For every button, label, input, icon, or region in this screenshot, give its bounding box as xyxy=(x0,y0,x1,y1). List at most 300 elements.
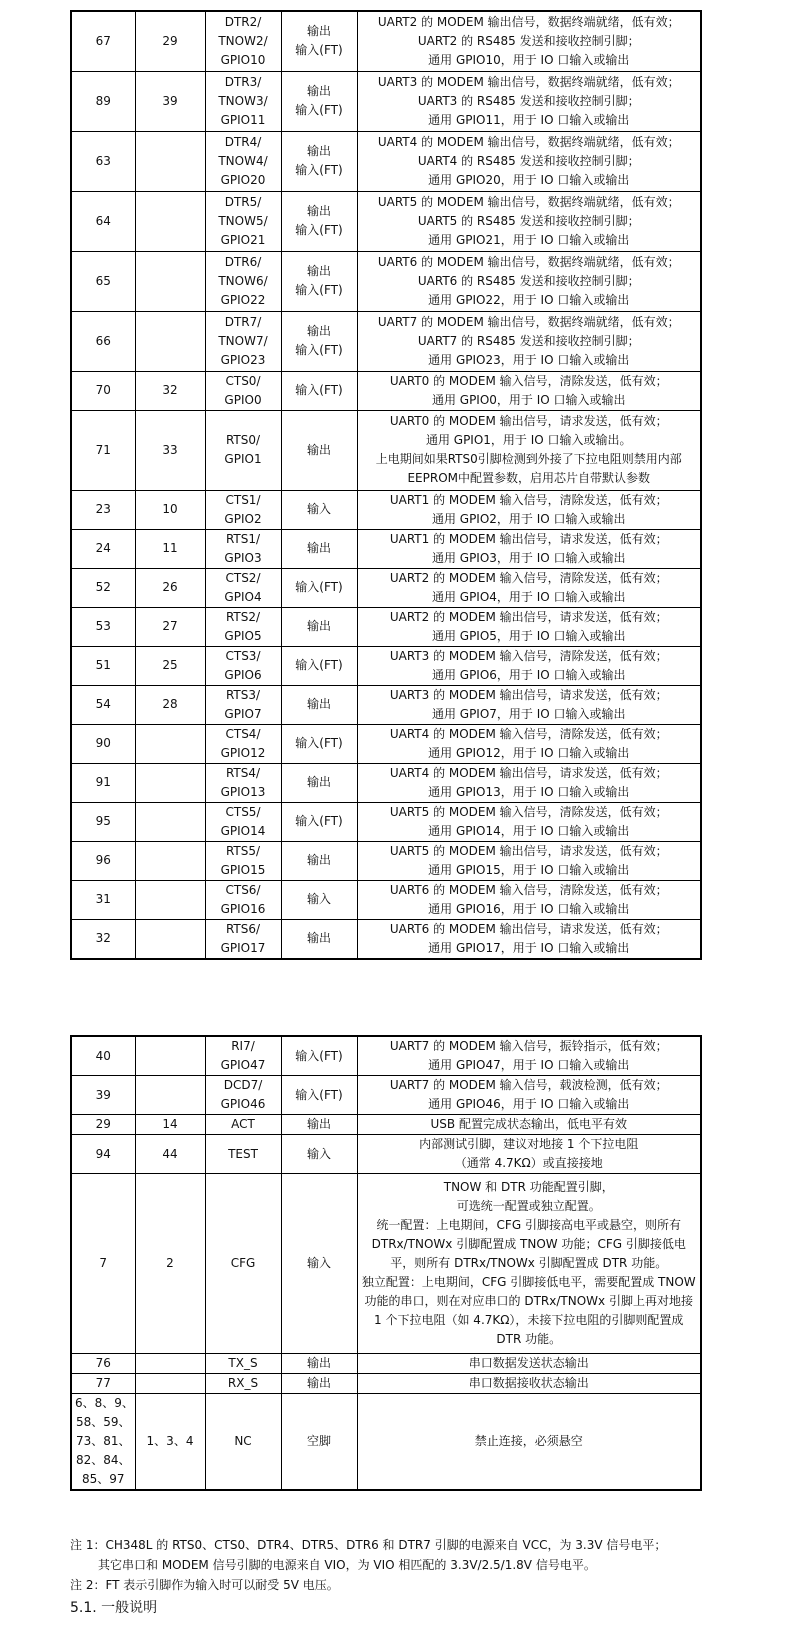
pin-description-line: 通用 GPIO2，用于 IO 口输入或输出 xyxy=(431,511,626,526)
pin-type xyxy=(281,311,357,371)
pin-name xyxy=(205,1036,281,1076)
pin-description-line: 通用 GPIO16，用于 IO 口输入或输出 xyxy=(428,901,630,916)
pin-number-a: 71 xyxy=(71,410,135,490)
pin-number-a-line: 82、84、 xyxy=(75,1453,131,1467)
pin-name xyxy=(205,1135,281,1174)
pin-description xyxy=(357,371,701,410)
pin-type-line: 输出 xyxy=(306,264,331,278)
pin-description-line: UART4 的 MODEM 输出信号，数据终端就绪，低有效； xyxy=(377,134,680,149)
pin-description-line: 通用 GPIO0，用于 IO 口输入或输出 xyxy=(431,392,626,407)
table-row xyxy=(71,311,701,371)
pin-type xyxy=(281,11,357,71)
table-row xyxy=(71,191,701,251)
pin-name xyxy=(205,763,281,802)
table-row xyxy=(71,410,701,490)
pin-name-line: GPIO0 xyxy=(224,392,262,407)
pin-type xyxy=(281,410,357,490)
pin-name xyxy=(205,131,281,191)
pin-number-a-line: 58、59、 xyxy=(75,1415,131,1429)
pin-name-line: GPIO15 xyxy=(220,862,266,877)
table-row xyxy=(71,568,701,607)
pin-description-line: UART4 的 MODEM 输出信号，请求发送，低有效； xyxy=(389,765,668,780)
pin-name xyxy=(205,802,281,841)
pin-description xyxy=(357,1076,701,1115)
pin-description-line: UART7 的 MODEM 输入信号，振铃指示，低有效； xyxy=(389,1039,668,1053)
pin-type xyxy=(281,880,357,919)
pin-description-line: TNOW 和 DTR 功能配置引脚， xyxy=(443,1180,614,1194)
pin-name-line: GPIO14 xyxy=(220,823,266,838)
pin-number-b xyxy=(135,880,205,919)
pin-type-line: 输入 xyxy=(306,892,331,906)
pin-name xyxy=(205,191,281,251)
pin-number-a-line: 85、97 xyxy=(81,1472,125,1486)
pin-name xyxy=(205,685,281,724)
pin-number-b: 28 xyxy=(135,685,205,724)
table-row xyxy=(71,529,701,568)
pin-number-a: 52 xyxy=(71,568,135,607)
pin-description xyxy=(357,191,701,251)
pin-description-line: UART5 的 MODEM 输出信号，数据终端就绪，低有效； xyxy=(377,194,680,209)
pin-number-a: 64 xyxy=(71,191,135,251)
pin-name-line: RI7/ xyxy=(231,1039,255,1053)
pin-description-line: UART6 的 MODEM 输出信号，数据终端就绪，低有效； xyxy=(377,254,680,269)
pin-description-line: 通用 GPIO23，用于 IO 口输入或输出 xyxy=(428,352,630,367)
pin-number-b xyxy=(135,724,205,763)
pin-description xyxy=(357,1174,701,1354)
pin-name-line: GPIO7 xyxy=(224,706,262,721)
pin-name xyxy=(205,880,281,919)
pin-description-line: UART2 的 RS485 发送和接收控制引脚； xyxy=(417,33,640,48)
table-row xyxy=(71,371,701,410)
pin-description-line: UART6 的 RS485 发送和接收控制引脚； xyxy=(417,273,640,288)
pin-number-a-line: 6、8、9、 xyxy=(75,1396,134,1410)
pin-number-a: 63 xyxy=(71,131,135,191)
pin-description-line: 通用 GPIO47，用于 IO 口输入或输出 xyxy=(428,1058,630,1072)
pin-name-line: GPIO12 xyxy=(220,745,266,760)
pin-name-line: CFG xyxy=(230,1256,256,1270)
pin-name-line: GPIO23 xyxy=(220,352,266,367)
pin-name xyxy=(205,568,281,607)
pin-name xyxy=(205,1354,281,1374)
pin-number-b: 1、3、4 xyxy=(135,1394,205,1491)
pin-description xyxy=(357,490,701,529)
note-1-continued: 其它串口和 MODEM 信号引脚的电源来自 VIO，为 VIO 相匹配的 3.3V/2.5/1.8V 信号电平。 xyxy=(98,1558,596,1572)
pin-name-line: RTS3/ xyxy=(225,687,261,702)
pin-type xyxy=(281,568,357,607)
pin-description-line: 统一配置：上电期间，CFG 引脚接高电平或悬空，则所有 DTRx/TNOWx 引脚配置成 TNOW 功能；CFG 引脚接低电平，则所有 DTRx/TNOWx 引脚配置成 DTR 功能。 xyxy=(371,1218,686,1270)
pin-number-a-line: 73、81、 xyxy=(75,1434,131,1448)
pin-name-line: GPIO2 xyxy=(224,511,262,526)
pin-name-line: DTR4/ xyxy=(224,134,262,149)
pin-number-b: 2 xyxy=(135,1174,205,1354)
pin-name-line: ACT xyxy=(231,1117,255,1131)
pin-type-line: 输出 xyxy=(306,84,331,98)
pin-number-b: 32 xyxy=(135,371,205,410)
pin-type-line: 输出 xyxy=(306,24,331,39)
pin-name-line: DCD7/ xyxy=(223,1078,263,1092)
pin-description-line: 通用 GPIO22，用于 IO 口输入或输出 xyxy=(428,292,630,307)
table-row xyxy=(71,1354,701,1374)
pin-description xyxy=(357,919,701,959)
pin-type-line: 输出 xyxy=(306,204,331,218)
pin-description-line: UART3 的 RS485 发送和接收控制引脚； xyxy=(417,93,640,108)
pin-type xyxy=(281,371,357,410)
pin-table-2 xyxy=(70,1035,702,1491)
pin-number-b xyxy=(135,131,205,191)
pin-number-b xyxy=(135,841,205,880)
pin-type-line: 输入(FT) xyxy=(295,103,343,117)
pin-number-b xyxy=(135,1076,205,1115)
pin-type xyxy=(281,71,357,131)
pin-description-line: 通用 GPIO12，用于 IO 口输入或输出 xyxy=(428,745,630,760)
pin-type-line: 输出 xyxy=(306,619,331,633)
pin-description-line: UART4 的 MODEM 输入信号，清除发送，低有效； xyxy=(389,726,668,741)
pin-name-line: GPIO6 xyxy=(224,667,262,682)
pin-type xyxy=(281,529,357,568)
pin-description-line: 通用 GPIO14，用于 IO 口输入或输出 xyxy=(428,823,630,838)
pin-description xyxy=(357,71,701,131)
pin-name xyxy=(205,919,281,959)
pin-type-line: 输出 xyxy=(306,541,331,555)
pin-description xyxy=(357,880,701,919)
pin-type-line: 输出 xyxy=(306,324,331,338)
pin-name-line: RTS1/ xyxy=(225,531,261,546)
pin-name-line: RTS5/ xyxy=(225,843,261,858)
table-row xyxy=(71,251,701,311)
table-row xyxy=(71,763,701,802)
pin-type-line: 输入(FT) xyxy=(295,814,343,828)
pin-description xyxy=(357,685,701,724)
pin-type-line: 输出 xyxy=(306,697,331,711)
pin-number-a: 77 xyxy=(71,1374,135,1394)
pin-number-b: 44 xyxy=(135,1135,205,1174)
pin-name xyxy=(205,1394,281,1491)
table-row xyxy=(71,1394,701,1491)
pin-number-b xyxy=(135,311,205,371)
pin-description xyxy=(357,1115,701,1135)
pin-type xyxy=(281,131,357,191)
pin-type-line: 输入 xyxy=(306,1146,331,1161)
table-row xyxy=(71,1076,701,1115)
pin-name-line: NC xyxy=(234,1434,252,1448)
pin-type xyxy=(281,724,357,763)
table-row xyxy=(71,1036,701,1076)
pin-name-line: GPIO3 xyxy=(224,550,262,565)
pin-description-line: UART5 的 MODEM 输入信号，清除发送，低有效； xyxy=(389,804,668,819)
pin-description-line: UART7 的 RS485 发送和接收控制引脚； xyxy=(417,333,640,348)
pin-name-line: GPIO21 xyxy=(220,232,266,247)
table-notes xyxy=(70,1535,770,1595)
pin-description xyxy=(357,131,701,191)
pin-description-line: UART7 的 MODEM 输出信号，数据终端就绪，低有效； xyxy=(377,314,680,329)
pin-number-b: 26 xyxy=(135,568,205,607)
pin-name-line: TX_S xyxy=(228,1356,258,1370)
pin-type xyxy=(281,1115,357,1135)
pin-description-line: 通用 GPIO3，用于 IO 口输入或输出 xyxy=(431,550,626,565)
table-row xyxy=(71,71,701,131)
pin-type-line: 输入(FT) xyxy=(295,43,343,58)
pin-description-line: 可选统一配置或独立配置。 xyxy=(456,1199,601,1213)
pin-name xyxy=(205,1115,281,1135)
pin-type-line: 输入(FT) xyxy=(295,383,343,397)
pin-name-line: TNOW3/ xyxy=(218,93,268,108)
pin-number-b xyxy=(135,251,205,311)
pin-number-b: 10 xyxy=(135,490,205,529)
pin-description-line: 内部测试引脚，建议对地接 1 个下拉电阻 xyxy=(419,1137,639,1151)
pin-description xyxy=(357,1354,701,1374)
pin-name-line: GPIO20 xyxy=(220,172,266,187)
pin-type-line: 输入(FT) xyxy=(295,163,343,177)
pin-description-line: UART0 的 MODEM 输入信号，清除发送，低有效； xyxy=(389,373,668,388)
table-row xyxy=(71,607,701,646)
pin-number-a: 67 xyxy=(71,11,135,71)
pin-type-line: 输出 xyxy=(306,1117,331,1131)
pin-name-line: GPIO22 xyxy=(220,292,266,307)
pin-description-line: （通常 4.7KΩ）或直接接地 xyxy=(454,1156,603,1170)
pin-name-line: RX_S xyxy=(227,1376,259,1390)
pin-number-b: 14 xyxy=(135,1115,205,1135)
pin-description xyxy=(357,646,701,685)
pin-type xyxy=(281,919,357,959)
pin-number-b xyxy=(135,919,205,959)
pin-description xyxy=(357,1394,701,1491)
pin-description-line: 串口数据发送状态输出 xyxy=(468,1356,589,1370)
pin-description-line: 通用 GPIO10，用于 IO 口输入或输出 xyxy=(428,52,630,67)
pin-type xyxy=(281,191,357,251)
table-row xyxy=(71,11,701,71)
pin-type-line: 输出 xyxy=(306,144,331,158)
pin-type xyxy=(281,1374,357,1394)
table-row xyxy=(71,1115,701,1135)
pin-number-a: 90 xyxy=(71,724,135,763)
pin-description-line: 上电期间如果RTS0引脚检测到外接了下拉电阻则禁用内部EEPROM中配置参数，启用芯片自带默认参数 xyxy=(375,452,682,485)
pin-description xyxy=(357,11,701,71)
pin-number-a: 32 xyxy=(71,919,135,959)
pin-type xyxy=(281,607,357,646)
pin-description-line: 串口数据接收状态输出 xyxy=(468,1376,589,1390)
pin-number-b: 25 xyxy=(135,646,205,685)
table-row xyxy=(71,685,701,724)
pin-type xyxy=(281,1174,357,1354)
pin-name-line: CTS6/ xyxy=(225,882,261,897)
pin-number-a: 7 xyxy=(71,1174,135,1354)
pin-description xyxy=(357,1374,701,1394)
table-row xyxy=(71,841,701,880)
pin-type xyxy=(281,251,357,311)
pin-number-b xyxy=(135,1036,205,1076)
pin-name-line: GPIO17 xyxy=(220,940,266,955)
pin-description xyxy=(357,410,701,490)
pin-name-line: CTS0/ xyxy=(225,373,261,388)
pin-number-b: 11 xyxy=(135,529,205,568)
pin-type xyxy=(281,490,357,529)
pin-type xyxy=(281,1036,357,1076)
pin-description-line: 通用 GPIO6，用于 IO 口输入或输出 xyxy=(431,667,626,682)
note-1: 注 1：CH348L 的 RTS0、CTS0、DTR4、DTR5、DTR6 和 DTR7 引脚的电源来自 VCC，为 3.3V 信号电平； xyxy=(70,1538,667,1552)
pin-description-line: 通用 GPIO4，用于 IO 口输入或输出 xyxy=(431,589,626,604)
pin-type xyxy=(281,1135,357,1174)
pin-description-line: 禁止连接，必须悬空 xyxy=(474,1434,583,1448)
pin-description-line: 通用 GPIO46，用于 IO 口输入或输出 xyxy=(428,1097,630,1111)
pin-type-line: 空脚 xyxy=(306,1434,331,1448)
pin-name xyxy=(205,1374,281,1394)
pin-description-line: 通用 GPIO7，用于 IO 口输入或输出 xyxy=(431,706,626,721)
pin-name-line: GPIO16 xyxy=(220,901,266,916)
pin-description-line: UART3 的 MODEM 输出信号，请求发送，低有效； xyxy=(389,687,668,702)
pin-description-line: UART1 的 MODEM 输出信号，请求发送，低有效； xyxy=(389,531,668,546)
pin-name xyxy=(205,724,281,763)
table-row xyxy=(71,724,701,763)
pin-type xyxy=(281,841,357,880)
pin-name xyxy=(205,841,281,880)
pin-type-line: 输入(FT) xyxy=(295,1048,343,1063)
pin-name xyxy=(205,251,281,311)
pin-name-line: DTR7/ xyxy=(224,314,262,329)
table-row xyxy=(71,802,701,841)
pin-type-line: 输入(FT) xyxy=(295,223,343,237)
pin-name-line: GPIO13 xyxy=(220,784,266,799)
pin-description-line: 通用 GPIO15，用于 IO 口输入或输出 xyxy=(428,862,630,877)
pin-number-a: 89 xyxy=(71,71,135,131)
pin-description-line: UART5 的 RS485 发送和接收控制引脚； xyxy=(417,213,640,228)
pin-number-a: 66 xyxy=(71,311,135,371)
pin-description-line: UART1 的 MODEM 输入信号，清除发送，低有效； xyxy=(389,492,668,507)
pin-number-b xyxy=(135,1374,205,1394)
pin-name-line: TNOW7/ xyxy=(218,333,268,348)
pin-type-line: 输出 xyxy=(306,931,331,945)
pin-number-a: 51 xyxy=(71,646,135,685)
pin-name-line: RTS4/ xyxy=(225,765,261,780)
pin-number-a: 70 xyxy=(71,371,135,410)
pin-description xyxy=(357,311,701,371)
pin-name-line: CTS2/ xyxy=(225,570,261,585)
pin-description-line: 通用 GPIO17，用于 IO 口输入或输出 xyxy=(428,940,630,955)
pin-type-line: 输入(FT) xyxy=(295,580,343,594)
pin-description-line: UART4 的 RS485 发送和接收控制引脚； xyxy=(417,153,640,168)
pin-name-line: DTR6/ xyxy=(224,254,262,269)
pin-name-line: DTR5/ xyxy=(224,194,262,209)
pin-name-line: GPIO1 xyxy=(224,452,262,466)
table-row xyxy=(71,919,701,959)
pin-number-b xyxy=(135,763,205,802)
pin-name-line: CTS3/ xyxy=(225,648,261,663)
pin-description-line: UART2 的 MODEM 输出信号，数据终端就绪，低有效； xyxy=(377,14,680,29)
table-row xyxy=(71,880,701,919)
pin-name-line: RTS6/ xyxy=(225,921,261,936)
pin-number-a: 54 xyxy=(71,685,135,724)
pin-description-line: USB 配置完成状态输出，低电平有效 xyxy=(430,1117,627,1131)
pin-type-line: 输出 xyxy=(306,1376,331,1390)
pin-name-line: DTR3/ xyxy=(224,74,262,89)
pin-type-line: 输出 xyxy=(306,442,331,457)
pin-number-a: 24 xyxy=(71,529,135,568)
note-2: 注 2：FT 表示引脚作为输入时可以耐受 5V 电压。 xyxy=(70,1578,339,1592)
pin-name-line: GPIO10 xyxy=(220,52,266,67)
pin-number-b: 27 xyxy=(135,607,205,646)
table-row xyxy=(71,131,701,191)
pin-name xyxy=(205,410,281,490)
pin-description xyxy=(357,568,701,607)
pin-description-line: 独立配置：上电期间，CFG 引脚接低电平，需要配置成 TNOW 功能的串口，则在对应串口的 DTRx/TNOWx 引脚上再对地接 1 个下拉电阻（如 4.7KΩ），未接下拉电阻的引脚则配置成 DTR 功能。 xyxy=(361,1275,696,1346)
pin-name xyxy=(205,529,281,568)
pin-number-a: 96 xyxy=(71,841,135,880)
pin-name xyxy=(205,1076,281,1115)
pin-description xyxy=(357,841,701,880)
pin-name xyxy=(205,646,281,685)
pin-description-line: 通用 GPIO13，用于 IO 口输入或输出 xyxy=(428,784,630,799)
table-row xyxy=(71,1374,701,1394)
pin-description-line: UART3 的 MODEM 输出信号，数据终端就绪，低有效； xyxy=(377,74,680,89)
pin-description-line: 通用 GPIO20，用于 IO 口输入或输出 xyxy=(428,172,630,187)
pin-name-line: TEST xyxy=(228,1146,258,1161)
pin-type-line: 输出 xyxy=(306,775,331,789)
pin-type-line: 输出 xyxy=(306,1356,331,1370)
pin-description-line: UART6 的 MODEM 输出信号，请求发送，低有效； xyxy=(389,921,668,936)
pin-type-line: 输入 xyxy=(306,502,331,516)
pin-number-a: 76 xyxy=(71,1354,135,1374)
pin-number-b: 39 xyxy=(135,71,205,131)
pin-name xyxy=(205,607,281,646)
pin-name-line: GPIO47 xyxy=(220,1058,266,1072)
pin-number-a: 23 xyxy=(71,490,135,529)
pin-number-b: 29 xyxy=(135,11,205,71)
pin-name-line: CTS5/ xyxy=(225,804,261,819)
pin-description-line: 通用 GPIO5，用于 IO 口输入或输出 xyxy=(431,628,626,643)
pin-name-line: TNOW5/ xyxy=(218,213,268,228)
pin-number-a: 31 xyxy=(71,880,135,919)
pin-description-line: UART2 的 MODEM 输入信号，清除发送，低有效； xyxy=(389,570,668,585)
pin-type xyxy=(281,1076,357,1115)
pin-number-a xyxy=(71,1394,135,1491)
pin-table-1 xyxy=(70,10,702,960)
pin-description-line: UART6 的 MODEM 输入信号，清除发送，低有效； xyxy=(389,882,668,897)
pin-type-line: 输入(FT) xyxy=(295,343,343,357)
pin-name-line: GPIO11 xyxy=(220,112,266,127)
pin-number-a: 39 xyxy=(71,1076,135,1115)
pin-name-line: TNOW6/ xyxy=(218,273,268,288)
table-row xyxy=(71,490,701,529)
pin-description xyxy=(357,763,701,802)
pin-number-b xyxy=(135,802,205,841)
pin-name-line: GPIO46 xyxy=(220,1097,266,1111)
pin-number-a: 95 xyxy=(71,802,135,841)
pin-name xyxy=(205,11,281,71)
pin-name xyxy=(205,1174,281,1354)
pin-number-b: 33 xyxy=(135,410,205,490)
pin-name-line: CTS1/ xyxy=(225,492,261,507)
pin-description-line: UART3 的 MODEM 输入信号，清除发送，低有效； xyxy=(389,648,668,663)
pin-type xyxy=(281,1394,357,1491)
table-row xyxy=(71,1135,701,1174)
pin-name-line: RTS0/ xyxy=(225,433,261,447)
pin-type-line: 输入(FT) xyxy=(295,1087,343,1102)
pin-name xyxy=(205,71,281,131)
pin-number-b xyxy=(135,191,205,251)
pin-number-a: 65 xyxy=(71,251,135,311)
pin-number-a: 53 xyxy=(71,607,135,646)
pin-table-1-body xyxy=(71,11,701,959)
pin-type-line: 输入(FT) xyxy=(295,283,343,297)
pin-description-line: UART0 的 MODEM 输出信号，请求发送，低有效； xyxy=(389,414,668,428)
pin-number-a: 91 xyxy=(71,763,135,802)
pin-description xyxy=(357,529,701,568)
pin-description xyxy=(357,1135,701,1174)
pin-description-line: 通用 GPIO1，用于 IO 口输入或输出。 xyxy=(425,433,632,447)
pin-name-line: TNOW2/ xyxy=(218,33,268,48)
pin-name-line: TNOW4/ xyxy=(218,153,268,168)
pin-type-line: 输入(FT) xyxy=(295,658,343,672)
pin-description xyxy=(357,607,701,646)
